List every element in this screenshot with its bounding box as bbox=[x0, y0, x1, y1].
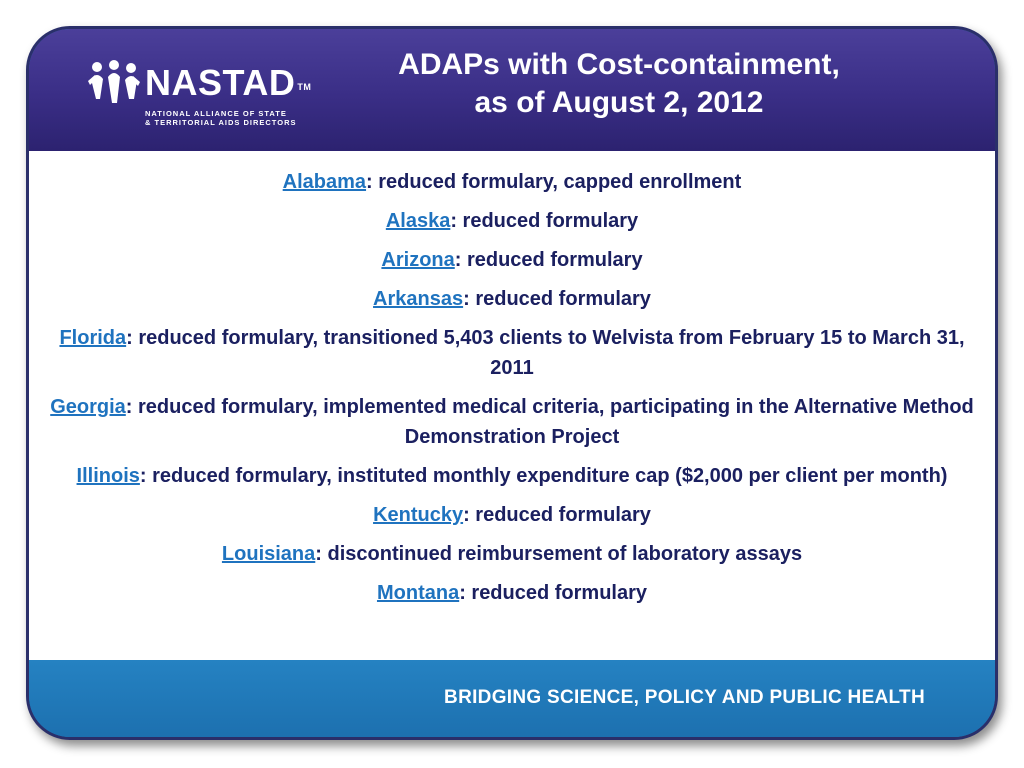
entry-text: : reduced formulary, transitioned 5,403 clients to Welvista from February 15 to March 31, 2011 bbox=[126, 327, 965, 379]
entry-text: : reduced formulary, instituted monthly expenditure cap ($2,000 per client per month) bbox=[139, 465, 948, 487]
state-link-georgia[interactable]: Georgia bbox=[50, 396, 126, 418]
title-line1: ADAPs with Cost-containment, bbox=[398, 48, 840, 81]
state-link-montana[interactable]: Montana bbox=[376, 582, 460, 604]
slide-title bbox=[359, 46, 879, 122]
list-item bbox=[49, 500, 975, 530]
slide-header bbox=[29, 29, 995, 151]
trademark-mark: TM bbox=[297, 82, 312, 92]
state-link-louisiana[interactable]: Louisiana bbox=[221, 543, 316, 565]
list-item bbox=[49, 461, 975, 491]
entry-text: : reduced formulary bbox=[463, 288, 651, 310]
people-figures-icon bbox=[87, 59, 143, 109]
state-link-arkansas[interactable]: Arkansas bbox=[373, 288, 464, 310]
slide-body bbox=[29, 151, 995, 660]
state-link-florida[interactable]: Florida bbox=[59, 327, 127, 349]
state-list bbox=[49, 167, 975, 617]
entry-text: : reduced formulary, capped enrollment bbox=[366, 171, 742, 193]
entry-text: : reduced formulary bbox=[463, 504, 651, 526]
list-item bbox=[49, 284, 975, 314]
slide bbox=[26, 26, 998, 740]
entry-text: : reduced formulary bbox=[454, 249, 643, 271]
list-item bbox=[49, 206, 975, 236]
state-link-alaska[interactable]: Alaska bbox=[385, 210, 451, 232]
list-item bbox=[49, 245, 975, 275]
entry-text: : discontinued reimbursement of laboratory assays bbox=[315, 543, 803, 565]
logo-subtitle-line2: & TERRITORIAL AIDS DIRECTORS bbox=[145, 118, 297, 127]
state-link-arizona[interactable]: Arizona bbox=[381, 249, 455, 271]
logo-wordmark: NASTAD ™ bbox=[145, 62, 312, 103]
list-item bbox=[49, 578, 975, 608]
list-item bbox=[49, 323, 975, 383]
state-link-illinois[interactable]: Illinois bbox=[76, 465, 140, 487]
list-item bbox=[49, 167, 975, 197]
list-item bbox=[49, 539, 975, 569]
state-link-kentucky[interactable]: Kentucky bbox=[373, 504, 464, 526]
logo-subtitle-line1: NATIONAL ALLIANCE OF STATE bbox=[145, 109, 287, 118]
entry-text: : reduced formulary bbox=[450, 210, 639, 232]
nastad-logo bbox=[87, 59, 327, 131]
state-link-alabama[interactable]: Alabama bbox=[282, 171, 367, 193]
entry-text: : reduced formulary bbox=[459, 582, 648, 604]
list-item bbox=[49, 392, 975, 452]
title-line2: as of August 2, 2012 bbox=[474, 86, 764, 119]
footer-tagline: BRIDGING SCIENCE, POLICY AND PUBLIC HEALTH bbox=[444, 687, 925, 708]
entry-text: : reduced formulary, implemented medical criteria, participating in the Alternative Method Demonstration Project bbox=[125, 396, 974, 448]
